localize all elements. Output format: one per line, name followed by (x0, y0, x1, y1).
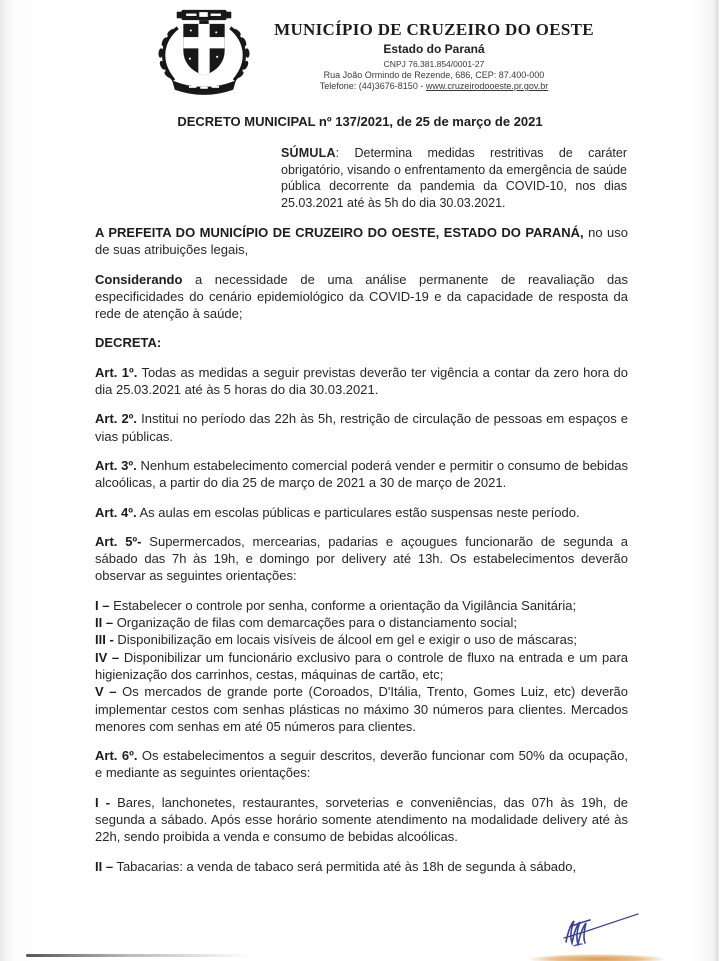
article-3: Art. 3º. Nenhum estabelecimento comercial poderá vender e permitir o consumo de bebidas alcoólicas, a partir do dia 25 de março de 2021 a 30 de março de 2021. (95, 457, 628, 491)
municipality-name: MUNICÍPIO DE CRUZEIRO DO OESTE (274, 20, 594, 39)
phone: Telefone: (44)3676-8150 - (319, 81, 426, 91)
sumula-label: SÚMULA (281, 146, 336, 160)
article-5-item-3: III - Disponibilização em locais visíveis de álcool em gel e exigir o uso de máscaras; (95, 632, 577, 648)
scan-shadow-edge (26, 954, 251, 957)
article-6: Art. 6º. Os estabelecimentos a seguir descritos, deverão funcionar com 50% da ocupação, e mediante as seguintes orientações: (95, 748, 628, 781)
article-5-item-1: I – Estabelecer o controle por senha, conforme a orientação da Vigilância Sanitária; (95, 597, 577, 613)
article-5-item-5: V – Os mercados de grande porte (Coroados, D'Itália, Trento, Gomes Luiz, etc) deverão implementar cestos com senhas plásticas no máximo 30 números para clientes. Mercados menores com senhas em até 05 números para clientes. (95, 684, 628, 734)
scan-edge-right (716, 0, 719, 961)
article-5-item-2: II – Organização de filas com demarcações para o distanciamento social; (95, 615, 518, 631)
article-4: Art. 4º. As aulas em escolas públicas e particulares estão suspensas neste período. (95, 504, 580, 520)
municipal-coat-of-arms-icon (146, 7, 262, 101)
letterhead (268, 7, 600, 91)
preamble-paragraph: A PREFEITA DO MUNICÍPIO DE CRUZEIRO DO OESTE, ESTADO DO PARANÁ, no uso de suas atribuições legais, (95, 225, 628, 258)
decree-body (95, 224, 628, 875)
decree-title: DECRETO MUNICIPAL nº 137/2021, de 25 de março de 2021 (177, 114, 543, 129)
article-5-items (95, 597, 628, 735)
state-name: Estado do Paraná (383, 42, 485, 56)
handwritten-signature (550, 902, 646, 950)
decreta-label: DECRETA: (95, 335, 162, 351)
considerando-paragraph: Considerando a necessidade de uma análise permanente de reavaliação das especificidades do cenário epidemiológico da COVID-19 e da capacidade de resposta da rede de atenção à saúde; (95, 271, 628, 322)
article-5-item-4: IV – Disponibilizar um funcionário exclusivo para o controle de fluxo na entrada e um para higienização dos carrinhos, cestas, máquinas de cartão, etc; (95, 649, 628, 682)
address: Rua João Ormindo de Rezende, 686, CEP: 87.400-000 (323, 70, 545, 80)
article-1: Art. 1º. Todas as medidas a seguir previstas deverão ter vigência a contar da zero hora do dia 25.03.2021 até às 5 horas do dia 30.03.2021. (95, 364, 628, 398)
article-6-item-1: I - Bares, lanchonetes, restaurantes, sorveterias e conveniências, das 07h às 19h, de segunda a sábado. Após esse horário somente atendimento na modalidade delivery até às 22h, sendo proibida a venda e consumo de bebidas alcoólicas. (95, 794, 628, 845)
sumula-text: : Determina medidas restritivas de caráter obrigatório, visando o enfrentamento da emergência de saúde pública decorrente da pandemia da COVID-10, nos dias 25.03.2021 até às 5h do dia 30.03.2021. (281, 146, 627, 210)
cnpj: CNPJ 76.381.854/0001-27 (383, 59, 485, 69)
article-6-item-2: II – Tabacarias: a venda de tabaco será permitida até às 18h de segunda à sábado, (95, 858, 577, 874)
article-5: Art. 5º- Supermercados, mercearias, padarias e açougues funcionarão de segunda a sábado das 7h às 19h, e domingo por delivery até 13h. Os estabelecimentos deverão observar as seguintes orientações: (95, 533, 628, 584)
article-2: Art. 2º. Institui no período das 22h às 5h, restrição de circulação de pessoas em espaços e vias públicas. (95, 411, 628, 444)
website-link: www.cruzeirodooeste.pr.gov.br (425, 81, 549, 91)
document-header (146, 0, 720, 101)
phone-and-website (268, 81, 600, 91)
desk-edge-artifact (528, 954, 666, 961)
sumula-paragraph (281, 145, 627, 211)
